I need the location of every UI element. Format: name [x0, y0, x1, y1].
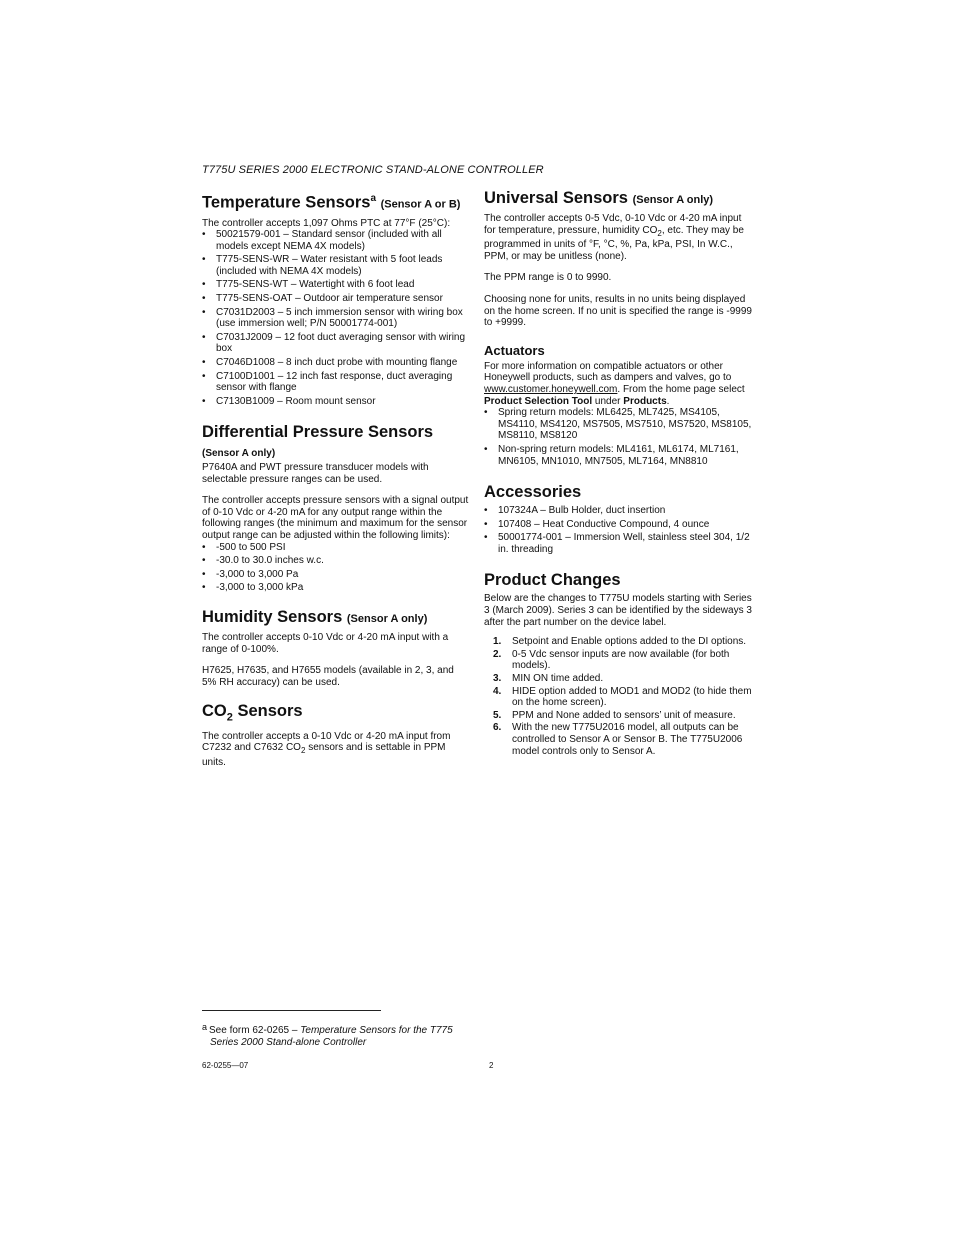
humidity-p1: The controller accepts 0-10 Vdc or 4-20 mA input with a range of 0-100%.	[202, 631, 449, 655]
differential-pressure-heading: Differential Pressure Sensors	[202, 423, 434, 442]
list-item: 4. HIDE option added to MOD1 and MOD2 (to hide them on the home screen).	[493, 685, 752, 709]
list-item: • Spring return models: ML6425, ML7425, MS4105, MS4110, MS4120, MS7505, MS7510, MS7520, MS8105, MS8110, MS8120	[484, 407, 752, 442]
footnote-divider	[202, 1010, 381, 1011]
list-item: • 107324A – Bulb Holder, duct insertion	[484, 505, 752, 517]
actuator-model-list	[484, 407, 752, 467]
list-item: • Non-spring return models: ML4161, ML6174, ML7161, MN6105, MN1010, MN7505, ML7164, MN8810	[484, 444, 752, 467]
list-item: 3. MIN ON time added.	[493, 673, 604, 685]
list-item: 6. With the new T775U2016 model, all outputs can be controlled to Sensor A or Sensor B. The T775U2006 model controls only to Sensor A.	[493, 722, 743, 757]
universal-p3: Choosing none for units, results in no units being displayed on the home screen. If no unit is specified the range is -9999 to +9999.	[484, 293, 752, 329]
universal-p1: The controller accepts 0-5 Vdc, 0-10 Vdc or 4-20 mA input for temperature, pressure, humidity $CO_2$, etc. They may be programmed in units of °F, °C, %, Pa, kPa, PSI, In W.C., PPM, or may be unitless (none).	[484, 213, 744, 262]
list-item: • -500 to 500 PSI	[202, 542, 470, 554]
honeywell-link[interactable]: www.customer.honeywell.com	[484, 383, 618, 395]
co2-p1: The controller accepts a 0-10 Vdc or 4-20 mA input from C7232 and C7632 $CO_2$ sensors and is settable in PPM units.	[202, 730, 451, 768]
product-changes-heading: Product Changes	[484, 571, 621, 590]
form-number: 62-0255—07	[202, 1061, 249, 1070]
list-item: • C7046D1008 – 8 inch duct probe with mounting flange	[202, 357, 470, 369]
running-header: T775U SERIES 2000 ELECTRONIC STAND-ALONE CONTROLLER	[202, 164, 544, 176]
product-changes-intro: Below are the changes to T775U models starting with Series 3 (March 2009). Series 3 can be identified by the sideways 3 after the part number on the device label.	[484, 593, 752, 628]
list-item: • 50021579-001 – Standard sensor (included with all models except NEMA 4X models)	[202, 229, 470, 252]
list-item: • -30.0 to 30.0 inches w.c.	[202, 555, 470, 567]
differential-p2: The controller accepts pressure sensors with a signal output of 0-10 Vdc or 4-20 mA for any output range within the following ranges (the minimum and maximum for the sensor output range can be adjusted within the following limits):	[202, 495, 469, 541]
list-item: • T775-SENS-OAT – Outdoor air temperature sensor	[202, 293, 470, 305]
list-item: • -3,000 to 3,000 kPa	[202, 582, 470, 594]
universal-p2: The PPM range is 0 to 9990.	[484, 272, 612, 284]
differential-pressure-section	[202, 423, 470, 594]
differential-p1: P7640A and PWT pressure transducer models with selectable pressure ranges can be used.	[202, 462, 429, 485]
accessories-list	[484, 505, 752, 555]
list-item: • C7130B1009 – Room mount sensor	[202, 396, 470, 408]
differential-subtitle: (Sensor A only)	[202, 448, 276, 460]
list-item: • C7031J2009 – 12 foot duct averaging sensor with wiring box	[202, 332, 470, 355]
list-item: • T775-SENS-WT – Watertight with 6 foot lead	[202, 279, 470, 291]
actuators-section	[484, 343, 752, 467]
list-item: • C7100D1001 – 12 inch fast response, duct averaging sensor with flange	[202, 371, 470, 394]
page-number: 2	[489, 1061, 494, 1070]
left-column	[202, 189, 470, 782]
temperature-sensor-list	[202, 229, 470, 407]
humidity-p2: H7625, H7635, and H7655 models (available in 2, 3, and 5% RH accuracy) can be used.	[202, 665, 454, 688]
accessories-section	[484, 483, 752, 555]
pressure-range-list	[202, 542, 470, 594]
temperature-intro: The controller accepts 1,097 Ohms PTC at 77°F (25°C):	[202, 217, 451, 229]
actuators-heading: Actuators	[484, 342, 545, 358]
list-item: 2. 0-5 Vdc sensor inputs are now available (for both models).	[493, 648, 730, 672]
list-item: • 107408 – Heat Conductive Compound, 4 ounce	[484, 519, 752, 531]
list-item: • 50001774-001 – Immersion Well, stainless steel 304, 1/2 in. threading	[484, 532, 752, 555]
co2-sensors-heading: $CO_2$ Sensors	[202, 702, 303, 724]
footnote: a See form 62-0265 – Temperature Sensors for the T775 Series 2000 Stand-alone Controller	[202, 1022, 453, 1048]
universal-sensors-heading: Universal Sensors (Sensor A only)	[484, 189, 714, 207]
list-item: 5. PPM and None added to sensors’ unit of measure.	[493, 709, 736, 721]
humidity-sensors-section	[202, 608, 470, 688]
universal-sensors-section	[484, 189, 752, 329]
footnote-ref: a	[370, 193, 376, 204]
list-item: 1. Setpoint and Enable options added to the DI options.	[493, 636, 747, 648]
list-item: • -3,000 to 3,000 Pa	[202, 569, 470, 581]
temperature-sensors-heading: Temperature Sensors$^a$ (Sensor A or B)	[202, 193, 461, 212]
product-changes-section	[484, 571, 752, 757]
list-item: • C7031D2003 – 5 inch immersion sensor with wiring box (use immersion well; P/N 50001774-001)	[202, 307, 470, 330]
actuators-intro: For more information on compatible actuators or other Honeywell products, such as dampers and valves, go to www.customer.honeywell.com. From the home page select Product Selection Tool under Products.	[484, 360, 745, 407]
right-column	[484, 189, 752, 771]
list-item: • T775-SENS-WR – Water resistant with 5 foot leads (included with NEMA 4X models)	[202, 254, 470, 277]
humidity-sensors-heading: Humidity Sensors (Sensor A only)	[202, 607, 428, 626]
product-changes-list	[484, 636, 752, 757]
co2-sensors-section	[202, 702, 470, 768]
temperature-sensors-section	[202, 189, 470, 407]
accessories-heading: Accessories	[484, 483, 582, 502]
